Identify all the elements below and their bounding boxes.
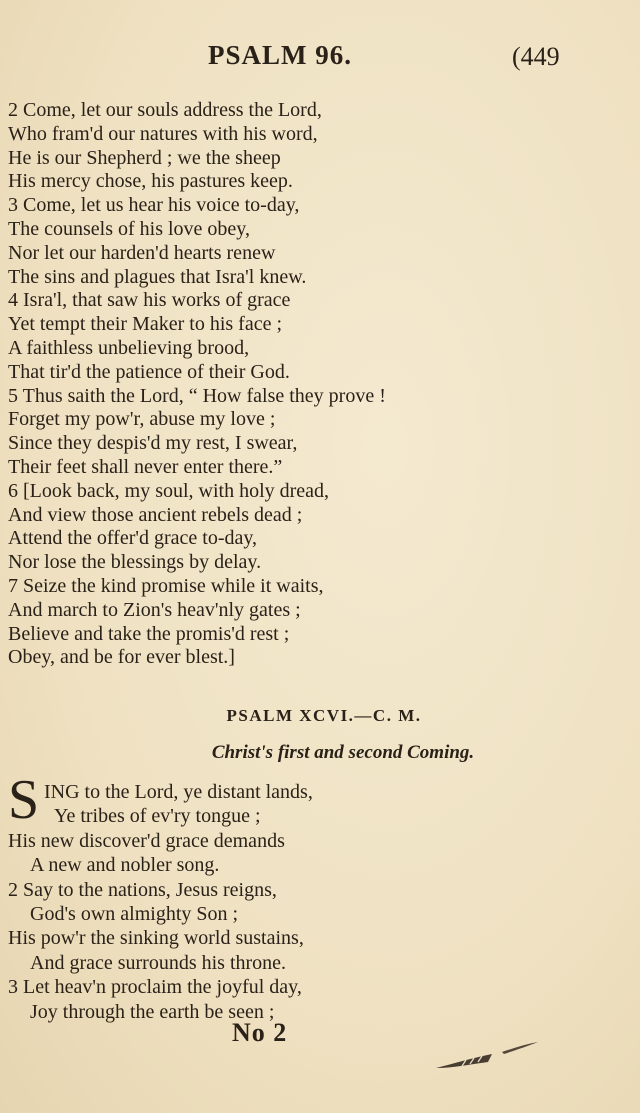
verse-line: 7 Seize the kind promise while it waits, xyxy=(8,574,324,597)
verse-line: 3 Come, let us hear his voice to-day, xyxy=(8,194,300,217)
flourish-ornament-icon xyxy=(432,1036,542,1076)
verse-line: Their feet shall never enter there.” xyxy=(8,455,283,478)
verse-line: Nor lose the blessings by delay. xyxy=(8,551,262,574)
hymn-line: 3 Let heav'n proclaim the joyful day, xyxy=(8,976,302,999)
verse-line: And view those ancient rebels dead ; xyxy=(8,503,303,526)
verse-line: And march to Zion's heav'nly gates ; xyxy=(8,598,301,621)
drop-cap: S xyxy=(8,769,40,831)
verse-line: 6 [Look back, my soul, with holy dread, xyxy=(8,479,330,502)
verse-line: He is our Shepherd ; we the sheep xyxy=(8,146,281,169)
page-number: (449 xyxy=(512,42,560,71)
psalm-95-verses xyxy=(8,99,636,670)
verse-line: Yet tempt their Maker to his face ; xyxy=(8,313,283,336)
hymn-line: 2 Say to the nations, Jesus reigns, xyxy=(8,878,277,901)
verse-line: 4 Isra'l, that saw his works of grace xyxy=(8,289,291,312)
verse-line: That tir'd the patience of their God. xyxy=(8,360,290,383)
hymn-line: His new discover'd grace demands xyxy=(8,829,285,852)
verse-line: Attend the offer'd grace to-day, xyxy=(8,527,258,550)
hymn-line: A new and nobler song. xyxy=(30,854,220,877)
running-title: PSALM 96. xyxy=(208,40,352,70)
verse-line: The counsels of his love obey, xyxy=(8,217,250,240)
hymn-line: Joy through the earth be seen ; xyxy=(30,1000,275,1023)
verse-line: Who fram'd our natures with his word, xyxy=(8,122,318,145)
signature-mark: No 2 xyxy=(232,1018,288,1047)
hymn-line: ING to the Lord, ye distant lands, xyxy=(44,781,313,803)
hymn-line: Ye tribes of ev'ry tongue ; xyxy=(54,805,261,828)
verse-line: 2 Come, let our souls address the Lord, xyxy=(8,99,322,121)
verse-line: A faithless unbelieving brood, xyxy=(8,336,250,359)
verse-line: Obey, and be for ever blest.] xyxy=(8,646,235,669)
verse-line: Forget my pow'r, abuse my love ; xyxy=(8,408,276,431)
hymn-line: God's own almighty Son ; xyxy=(30,902,239,925)
verse-line: His mercy chose, his pastures keep. xyxy=(8,170,293,193)
section-title: PSALM XCVI.—C. M. xyxy=(226,706,422,725)
psalm-96-verses xyxy=(8,780,636,1024)
page-header xyxy=(0,40,640,80)
verse-line: Believe and take the promis'd rest ; xyxy=(8,622,290,645)
section-subtitle: Christ's first and second Coming. xyxy=(211,742,475,763)
verse-line: Since they despis'd my rest, I swear, xyxy=(8,432,298,455)
verse-line: Nor let our harden'd hearts renew xyxy=(8,241,276,264)
verse-line: 5 Thus saith the Lord, “ How false they prove ! xyxy=(8,384,386,407)
verse-line: The sins and plagues that Isra'l knew. xyxy=(8,265,307,288)
hymn-line: And grace surrounds his throne. xyxy=(30,951,287,974)
hymn-line: His pow'r the sinking world sustains, xyxy=(8,927,304,950)
